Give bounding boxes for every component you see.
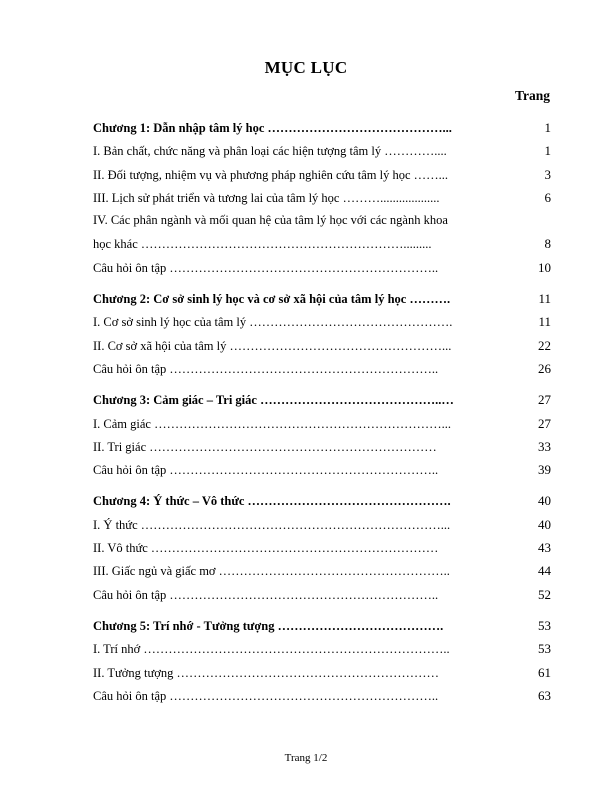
toc-chapter-row (93, 392, 551, 415)
toc-entry-row (93, 167, 551, 190)
toc-chapter-row (93, 291, 551, 314)
toc-entry-text: II. Vô thức …………………………………………………………… (93, 541, 439, 556)
toc-entry-text: III. Lịch sử phát triển và tương lai của tâm lý học ………................... (93, 190, 440, 205)
toc-page-number: 43 (538, 540, 551, 556)
toc-page-number: 22 (538, 337, 551, 353)
toc-chapter-row (93, 120, 551, 143)
toc-entry-row (93, 190, 551, 213)
toc-entry-row (93, 540, 551, 563)
toc-entry-text: I. Cơ sở sinh lý học của tâm lý …………………………………………. (93, 315, 453, 330)
toc-entry-text: I. Ý thức ………………………………………………………………... (93, 517, 451, 532)
toc-page-number: 3 (544, 166, 551, 182)
toc-page-number: 26 (538, 360, 551, 376)
page-column-header: Trang (514, 88, 550, 103)
toc-page-number: 27 (538, 392, 551, 408)
toc-page-number: 11 (538, 314, 551, 330)
toc-entry-row (93, 587, 551, 610)
toc-entry-text: Chương 3: Cảm giác – Tri giác ……………………………………..… (93, 393, 454, 408)
toc-page-number: 53 (538, 641, 551, 657)
toc-chapter-row (93, 618, 551, 641)
toc-entry-text: IV. Các phân ngành và mối quan hệ của tâm lý học với các ngành khoa (93, 213, 448, 228)
toc-entry-text: III. Giấc ngủ và giấc mơ ……………………………………………….. (93, 564, 450, 579)
toc-entry-text: II. Tưởng tượng ……………………………………………………… (93, 665, 439, 680)
toc-entry-text: Câu hỏi ôn tập ……………………………………………………….. (93, 587, 439, 602)
toc-entry-row (93, 688, 551, 711)
toc-chapter-row (93, 493, 551, 516)
toc-page-number: 40 (538, 516, 551, 532)
toc-entry-text: Chương 5: Trí nhớ - Tưởng tượng …………………………………. (93, 618, 444, 633)
toc-page-number: 44 (538, 563, 551, 579)
toc-entry-text: Câu hỏi ôn tập ……………………………………………………….. (93, 260, 439, 275)
toc-entry-row (93, 338, 551, 361)
toc-entry-row (93, 236, 551, 259)
toc-entry-row (93, 416, 551, 439)
toc-entry-row (93, 462, 551, 485)
toc-entry-text: II. Cơ sở xã hội của tâm lý ……………………………………………... (93, 338, 452, 353)
toc-page-number: 33 (538, 438, 551, 454)
toc-page-number: 52 (538, 586, 551, 602)
toc-entry-row (93, 361, 551, 384)
toc-entry-text: II. Đối tượng, nhiệm vụ và phương pháp nghiên cứu tâm lý học ……... (93, 167, 449, 182)
toc-entry-text: I. Bản chất, chức năng và phân loại các hiện tượng tâm lý ………….... (93, 144, 447, 159)
toc-page-number: 61 (538, 664, 551, 680)
toc-page-number: 8 (544, 236, 551, 252)
toc-page-number: 27 (538, 415, 551, 431)
table-of-contents (93, 120, 551, 711)
page-title: MỤC LỤC (264, 58, 348, 77)
toc-entry-text: II. Tri giác …………………………………………………………… (93, 439, 437, 454)
toc-entry-text: I. Trí nhớ ……………………………………………………………….. (93, 642, 450, 657)
toc-entry-row (93, 143, 551, 166)
toc-page-number: 6 (544, 189, 551, 205)
toc-page-number: 39 (538, 462, 551, 478)
toc-page-number: 11 (538, 291, 551, 307)
toc-entry-text: Chương 1: Dẫn nhập tâm lý học ……………………………………... (93, 121, 452, 135)
toc-page-number: 1 (544, 120, 551, 135)
toc-entry-row (93, 439, 551, 462)
toc-page-number: 10 (538, 259, 551, 275)
toc-entry-text: Câu hỏi ôn tập ……………………………………………………….. (93, 688, 439, 703)
page-footer: Trang 1/2 (284, 752, 328, 764)
toc-entry-row (93, 641, 551, 664)
toc-entry-row (93, 517, 551, 540)
toc-entry-text: học khác ………………………………………………………......... (93, 237, 432, 252)
toc-entry-row (93, 213, 551, 236)
toc-entry-row (93, 563, 551, 586)
toc-page-number: 1 (544, 143, 551, 159)
toc-entry-text: Câu hỏi ôn tập ……………………………………………………….. (93, 361, 439, 376)
toc-entry-text: Chương 2: Cơ sở sinh lý học và cơ sở xã hội của tâm lý học ………. (93, 292, 451, 307)
toc-entry-row (93, 260, 551, 283)
toc-entry-row (93, 314, 551, 337)
toc-entry-row (93, 665, 551, 688)
toc-page-number: 53 (538, 617, 551, 633)
toc-page-number: 40 (538, 493, 551, 509)
toc-entry-text: I. Cảm giác ……………………………………………………………... (93, 416, 451, 431)
toc-entry-text: Chương 4: Ý thức – Vô thức …………………………………………. (93, 494, 451, 509)
toc-page-number: 63 (538, 687, 551, 703)
toc-entry-text: Câu hỏi ôn tập ……………………………………………………….. (93, 463, 439, 478)
